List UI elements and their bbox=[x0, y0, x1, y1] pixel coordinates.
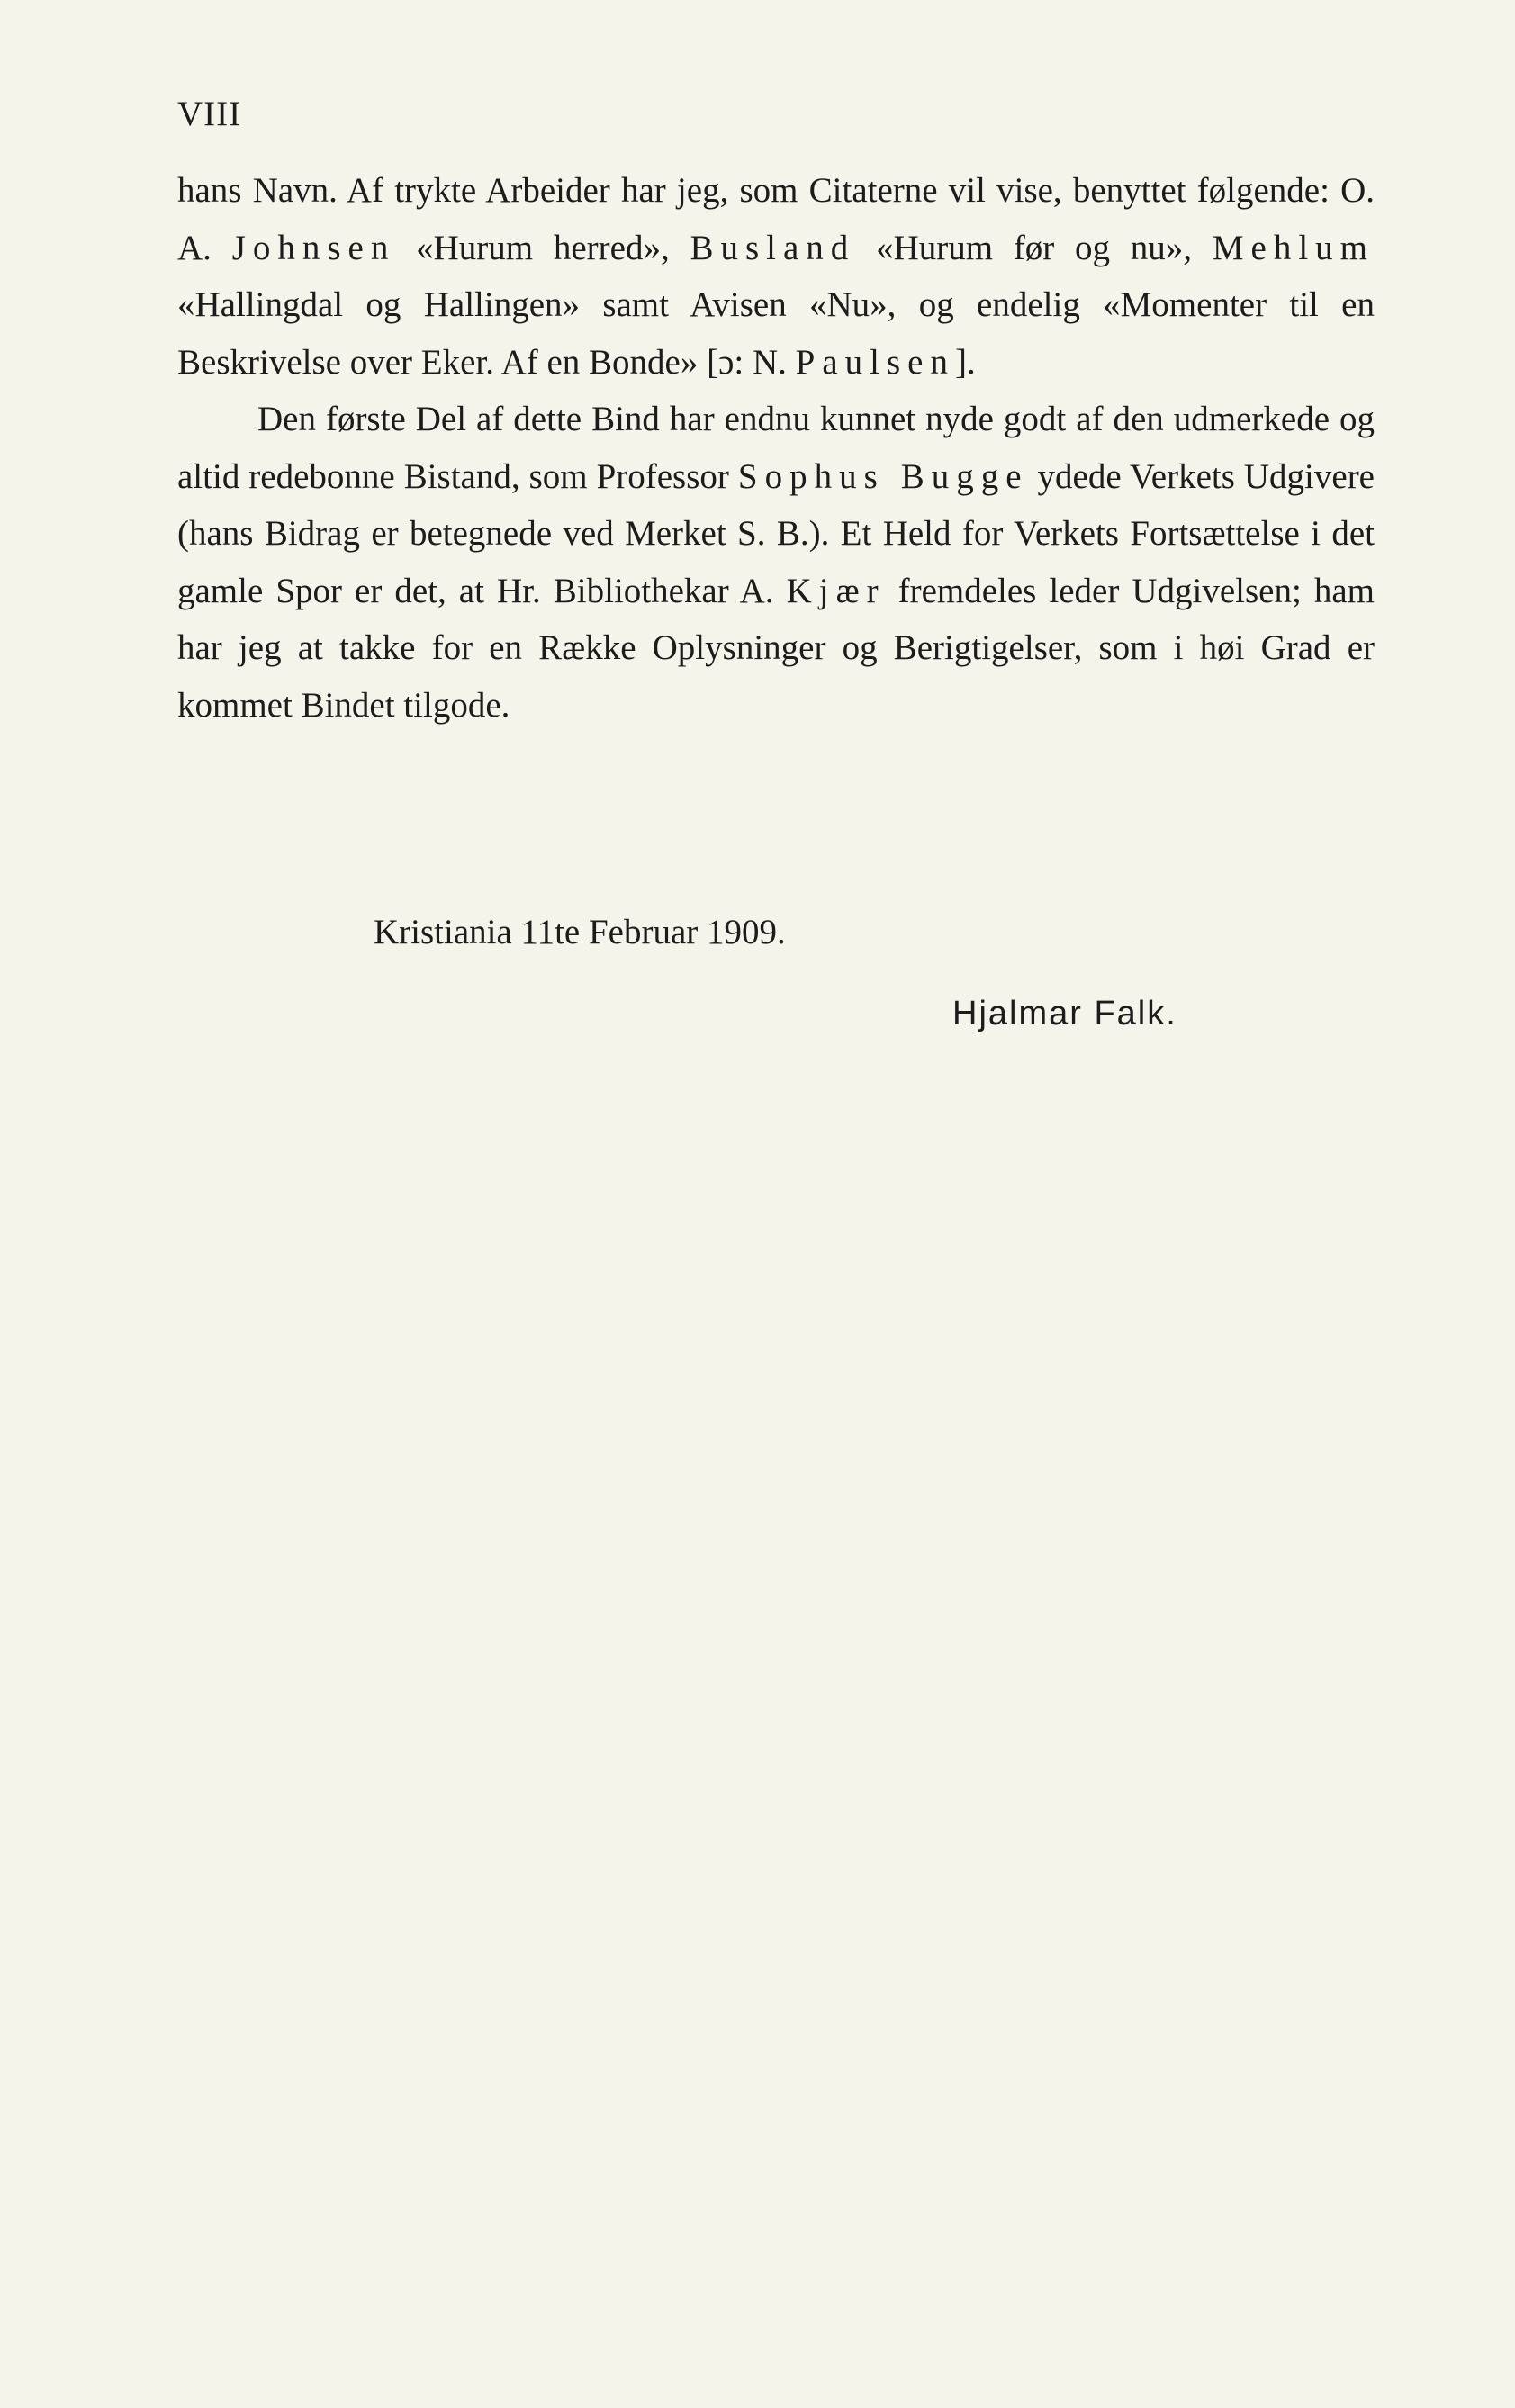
paragraph-1-text: «Hurum herred», bbox=[395, 228, 690, 267]
signature: Hjalmar Falk. bbox=[952, 995, 1177, 1033]
place-and-date: Kristiania 11te Februar 1909. bbox=[374, 913, 786, 951]
author-johnsen: Johnsen bbox=[231, 228, 396, 267]
paragraph-2-text: Den første Del af dette Bind har endnu kunnet nyde godt af den udmerkede og altid redebonne Bistand, som Professor bbox=[177, 400, 1375, 496]
name-kjaer: Kjær bbox=[786, 571, 886, 610]
page-number: VIII bbox=[177, 95, 242, 133]
paragraph-2-text: ydede Verkets Udgivere (hans Bidrag er betegnede ved Merket S. B.). Et Held for Verkets Fortsættelse i det gamle Spor er det, at Hr. Bibliothekar A. bbox=[177, 456, 1375, 610]
name-sophus-bugge: Sophus Bugge bbox=[737, 456, 1029, 496]
paragraph-2 bbox=[177, 391, 1375, 734]
paragraph-2-text: fremdeles leder Udgivelsen; ham har jeg at takke for en Række Oplysninger og Berigtigelser, som i høi Grad er kommet Bindet tilgode. bbox=[177, 571, 1375, 725]
paragraph-1-text: hans Navn. Af trykte Arbeider har jeg, som Citaterne vil vise, benyttet følgende: O. A. bbox=[177, 171, 1375, 267]
author-mehlum: Mehlum bbox=[1212, 228, 1375, 267]
paragraph-1-text: ]. bbox=[954, 342, 976, 382]
author-paulsen: Paulsen bbox=[795, 342, 955, 382]
paragraph-1-text: «Hurum før og nu», bbox=[855, 228, 1213, 267]
paragraph-1-text: «Hallingdal og Hallingen» samt Avisen «Nu», og endelig «Momenter til en Beskrivelse over Eker. Af en Bonde» [ɔ: N. bbox=[177, 285, 1375, 382]
author-busland: Busland bbox=[690, 228, 856, 267]
paragraph-1 bbox=[177, 162, 1375, 391]
preface-text bbox=[177, 162, 1375, 734]
